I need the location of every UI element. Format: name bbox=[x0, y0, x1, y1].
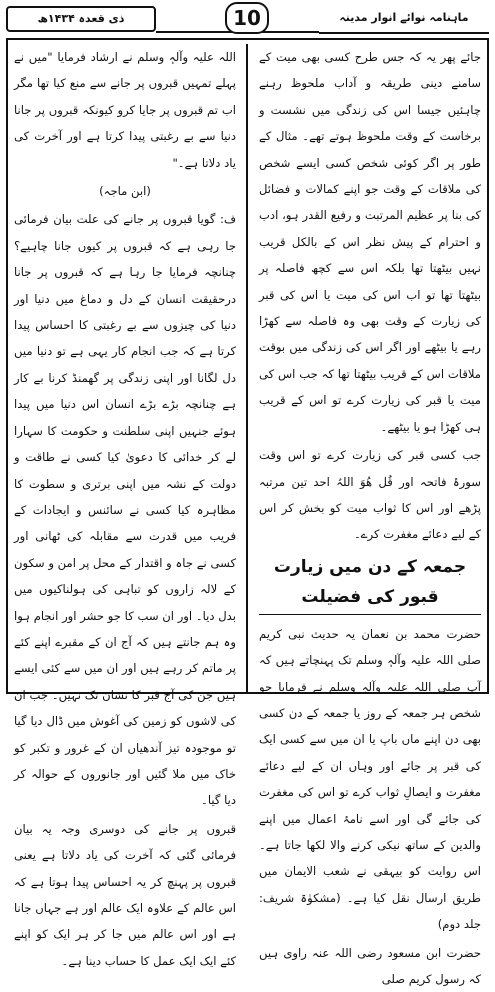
citation: (ابن ماجہ) bbox=[99, 184, 151, 199]
page-number: 10 bbox=[225, 2, 269, 34]
page-header bbox=[6, 2, 489, 36]
issue-date: ذی قعدہ ۱۴۳۴ھ bbox=[6, 6, 156, 32]
left-paragraph-2: ف: گویا قبروں پر جانے کی علت بیان فرمائی جا رہی ہے کہ قبروں پر کیوں جانا چاہیے؟ چنانچہ فرمایا جا رہا ہے کہ قبروں پر جانا درحقیقت انسان کے دل و دماغ میں دنیا اور دنیا کی چیزوں سے بے رغبتی کا احساس پیدا کرتا ہے کہ جب انجام کار یہی ہے تو دنیا میں دل لگانا اور اپنی زندگی پر گھمنڈ کرنا بے کار ہے چنانچہ بڑے بڑے انسان اس دنیا میں پیدا ہوئے جنہیں اپنی سلطنت و حکومت کا سہارا لے کر خدائی کا دعویٰ کیا کسی نے طاقت و دولت کے نشہ میں اپنی برتری و سطوت کا مظاہرہ کیا کسی نے سائنس و ایجادات کے فریب میں قدرت سے مقابلہ کی ٹھانی اور کسی نے جاہ و اقتدار کے محل پر امن و سکون کے لالہ زاروں کو تباہی کی ہولناکیوں میں بدل دیا۔ اور ان سب کا جو حشر اور انجام ہوا وہ ہم جانتے ہیں کہ آج ان کے مقبرے اپنے کئے پر ماتم کر رہے ہیں اور ان میں سے کئی ایسے ہیں جن کی آج قبر کا نشان تک نہیں۔ جب ان کی لاشوں کو زمین کی آغوش میں ڈال دیا گیا تو موجودہ تیز آندھیاں ان کے غرور و تکبر کو خاک میں ملا گئیں اور جانوروں کے حوالہ کر دیا گیا۔ bbox=[14, 212, 236, 808]
right-paragraph-4: حضرت ابن مسعود رضی اللہ عنہ راوی ہیں کہ رسول کریم صلی bbox=[259, 945, 481, 986]
left-column bbox=[14, 44, 236, 968]
right-column bbox=[259, 44, 481, 986]
column-divider bbox=[246, 44, 248, 692]
right-paragraph-3: حضرت محمد بن نعمان یہ حدیث نبی کریم صلی اللہ علیہ وآلہٖ وسلم تک پہنچاتے ہیں کہ آپ صلی اللہ علیہ وآلہٖ وسلم نے فرمایا جو شخص ہر جمعہ کے روز یا جمعہ کے دن کسی بھی دن اپنے ماں باپ یا ان میں سے کسی ایک کی قبر پر جائے اور وہاں ان کے لیے دعائے مغفرت و ایصالِ ثواب کرے تو اس کی مغفرت کی جائے گی اور اسے نامۂ اعمال میں اپنے والدین کے ساتھ نیکی کرنے والا لکھا جاتا ہے۔ اس روایت کو بیہقی نے شعب الایمان میں طریق ارسال نقل کیا ہے۔ (مشکوٰۃ شریف: جلد دوم) bbox=[259, 626, 481, 932]
right-paragraph-2: جب کسی قبر کی زیارت کرے تو اس وقت سورۂ فاتحہ اور قُل ھُوَ اللہُ احد تین مرتبہ پڑھے اور اس کا ثواب میت کو بخش کر اس کے لیے دعائے مغفرت کرے۔ bbox=[259, 448, 481, 542]
left-paragraph-3: قبروں پر جانے کی دوسری وجہ یہ بیان فرمائی گئی کہ آخرت کی یاد دلاتا ہے یعنی قبروں پر پہنچ کر یہ احساس پیدا ہوتا ہے کہ اس عالم کے علاوہ ایک عالم اور ہے جہاں جانا ہے اور اس عالم میں جا کر ہر ایک کو اپنے کئے ایک ایک عمل کا حساب دینا ہے۔ bbox=[14, 821, 236, 968]
section-heading: جمعہ کے دن میں زیارت قبور کی فضیلت bbox=[259, 552, 481, 615]
right-paragraph-1: جائے پھر یہ کہ جس طرح کسی بھی میت کے سامنے دینی طریقہ و آداب ملحوظ رہنے چاہئیں جیسا اس کی زندگی میں نشست و برخاست کے وقت ملحوظ ہوتے تھے۔ مثال کے طور پر اگر کوئی شخص کسی ایسے شخص کی ملاقات کے وقت جو اپنے کمالات و فضائل کی بنا پر عظیم المرتبت و رفیع القدر ہو، ادب و احترام کے پیش نظر اس کے بالکل قریب نہیں بیٹھتا تھا بلکہ اس سے کچھ فاصلہ پر بیٹھتا تھا تو اب اس کی میت یا اس کی قبر کی زیارت کے وقت بھی وہ فاصلہ سے کھڑا رہے یا بیٹھے اور اگر اس کی زندگی میں بوقت ملاقات اس کے قریب بیٹھتا تھا کہ جب اس کی میت یا قبر کی زیارت کرے تو اس کے قریب ہی کھڑا ہو یا بیٹھے۔ bbox=[259, 50, 481, 434]
left-paragraph-1: اللہ علیہ وآلہٖ وسلم نے ارشاد فرمایا "میں نے پہلے تمہیں قبروں پر جانے سے منع کیا تھا مگر اب تم قبروں پر جایا کرو کیونکہ قبروں پر جانا دنیا سے بے رغبتی پیدا کرتا ہے اور آخرت کی یاد دلاتا ہے۔" bbox=[14, 50, 236, 170]
magazine-title: ماہنامہ نوائے انوار مدینہ bbox=[319, 6, 489, 34]
